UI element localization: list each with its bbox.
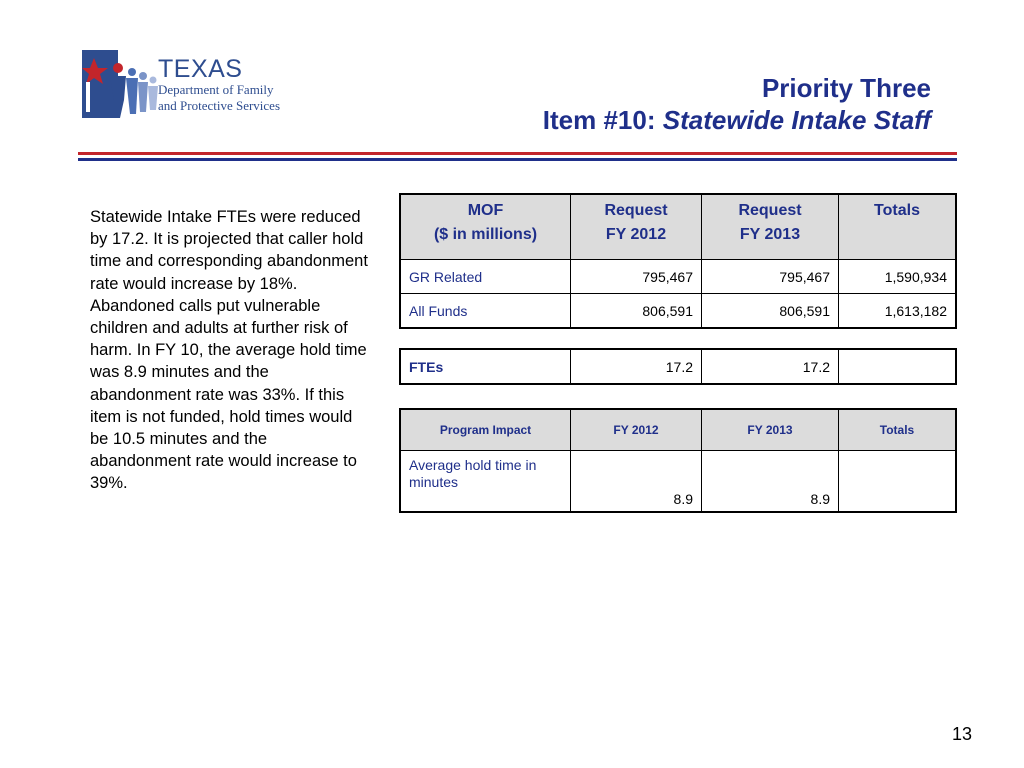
cell-value: 795,467: [571, 260, 702, 294]
header-cell-fy2013: FY 2013: [702, 409, 839, 451]
header-cell-program-impact: Program Impact: [400, 409, 571, 451]
cell-value: 17.2: [702, 349, 839, 384]
cell-value: 806,591: [702, 294, 839, 329]
cell-value: 1,590,934: [839, 260, 957, 294]
slide-title: [543, 72, 931, 136]
header-cell-fy2012: FY 2012: [571, 409, 702, 451]
mof-table: [399, 193, 957, 329]
table-row: [400, 349, 956, 384]
cell-value: 806,591: [571, 294, 702, 329]
table-row: [400, 451, 956, 513]
title-line2-italic: Statewide Intake Staff: [662, 105, 931, 135]
row-label-ftes: FTEs: [400, 349, 571, 384]
impact-table: [399, 408, 957, 513]
header-cell-fy2013: Request FY 2013: [702, 194, 839, 260]
cell-value: 1,613,182: [839, 294, 957, 329]
header-rule-red: [78, 152, 957, 155]
body-paragraph: Statewide Intake FTEs were reduced by 17.2. It is projected that caller hold time and corresponding abandonment rate would increase by 18%. Abandoned calls put vulnerable children and adults at further risk of harm. In FY 10, the average hold time was 8.9 minutes and the abandonment rate was 33%. If this item is not funded, hold times would be 10.5 minutes and the abandonment rate would increase to 39%.: [90, 208, 368, 493]
dfps-family-icon: [80, 48, 160, 122]
cell-value: [839, 349, 957, 384]
page-number: 13: [951, 724, 972, 744]
cell-value: [839, 451, 957, 513]
logo-texas: TEXAS: [158, 55, 243, 83]
logo-text: [158, 56, 280, 114]
impact-table-header: [400, 409, 956, 451]
header-cell-fy2012: Request FY 2012: [571, 194, 702, 260]
header-rule-blue: [78, 158, 957, 161]
row-label: GR Related: [400, 260, 571, 294]
row-label: All Funds: [400, 294, 571, 329]
title-line2-prefix: Item #10:: [542, 105, 663, 135]
cell-value: 17.2: [571, 349, 702, 384]
cell-value: 8.9: [571, 451, 702, 513]
header-cell-totals: Totals: [839, 194, 957, 260]
fte-table: [399, 348, 957, 385]
dfps-logo: [80, 48, 290, 122]
cell-value: 8.9: [702, 451, 839, 513]
logo-dept-line2: and Protective Services: [158, 98, 281, 113]
title-line2: [543, 104, 931, 136]
title-line1: Priority Three: [761, 73, 931, 103]
table-row: [400, 260, 956, 294]
cell-value: 795,467: [702, 260, 839, 294]
header-cell-mof: MOF ($ in millions): [400, 194, 571, 260]
header-cell-totals: Totals: [839, 409, 957, 451]
mof-table-header: [400, 194, 956, 260]
row-label: Average hold time in minutes: [400, 451, 571, 513]
table-row: [400, 294, 956, 329]
logo-dept-line1: Department of Family: [158, 82, 274, 97]
